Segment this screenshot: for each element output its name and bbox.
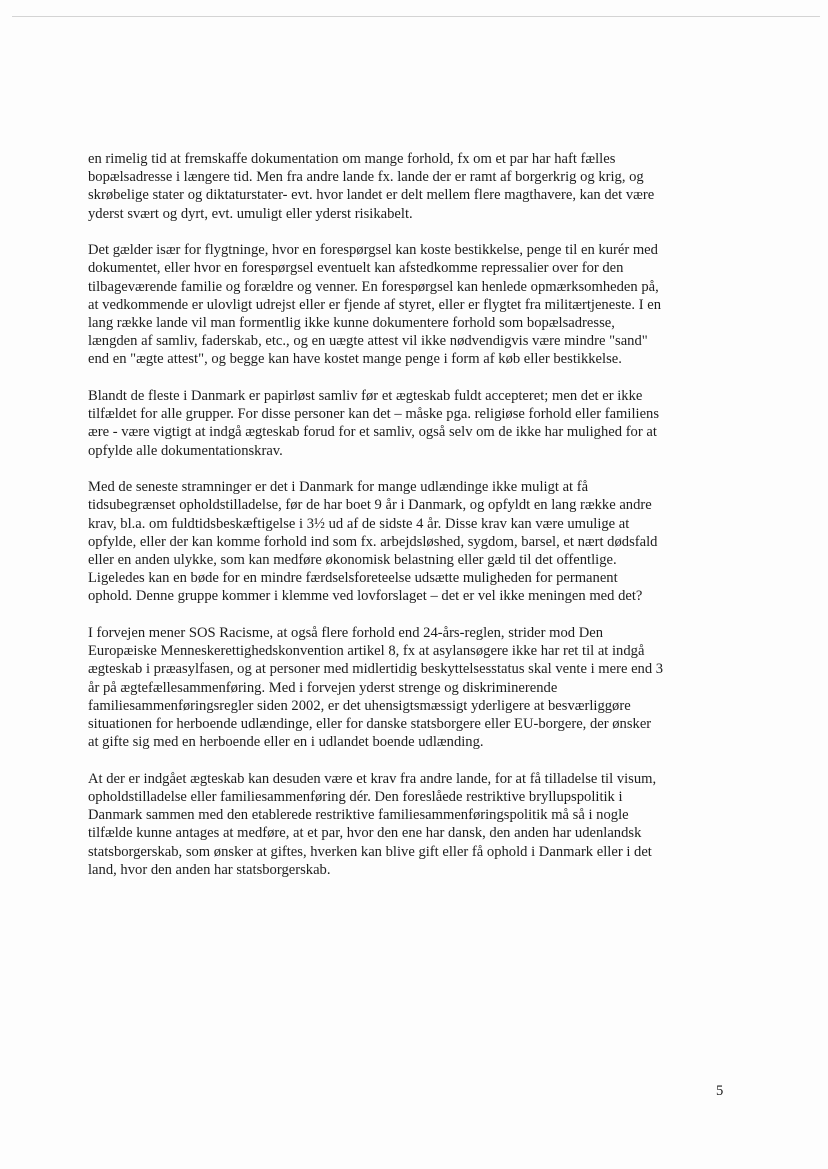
page-number: 5 xyxy=(716,1083,724,1099)
text-line: end en "ægte attest", og begge kan have kostet mange penge i form af køb eller bestikkelse. xyxy=(88,351,622,368)
text-line: situationen for herboende udlændinge, eller for danske statsborgere eller EU-borgere, der ønsker xyxy=(88,716,652,733)
text-line: længden af samliv, faderskab, etc., og en uægte attest vil ikke nødvendigvis være mindre "sand" xyxy=(88,333,648,350)
text-line: skrøbelige stater og diktaturstater- evt. hvor landet er delt mellem flere magthavere, kan det være xyxy=(88,187,655,204)
paragraph xyxy=(88,241,728,368)
paragraph xyxy=(88,387,728,460)
text-line: statsborgerskab, som ønsker at giftes, hverken kan blive gift eller få ophold i Danmark eller i det xyxy=(88,843,652,860)
text-line: Blandt de fleste i Danmark er papirløst samliv før et ægteskab fuldt accepteret; men det er ikke xyxy=(88,388,643,405)
text-line: lang række lande vil man formentlig ikke kunne dokumentere forhold som bopælsadresse, xyxy=(88,315,615,332)
text-line: At der er indgået ægteskab kan desuden være et krav fra andre lande, for at få tilladelse til visum, xyxy=(88,770,657,787)
text-line: land, hvor den anden har statsborgerskab. xyxy=(88,861,331,878)
text-line: Med de seneste stramninger er det i Danmark for mange udlændinge ikke muligt at få xyxy=(88,479,589,496)
paragraph xyxy=(88,478,728,605)
text-line: at vedkommende er ulovligt udrejst eller er fjende af styret, eller er flygtet fra militærtjeneste. I en xyxy=(88,296,661,313)
text-line: en rimelig tid at fremskaffe dokumentation om mange forhold, fx om et par har haft fælles xyxy=(88,151,616,167)
text-line: tilfælde kunne antages at medføre, at et par, hvor den ene har dansk, den anden har udenlandsk xyxy=(88,825,642,842)
text-line: eller en anden ulykke, som kan medføre økonomisk belastning eller gæld til det offentlige. xyxy=(88,552,617,569)
text-line: bopælsadresse i længere tid. Men fra andre lande fx. lande der er ramt af borgerkrig og krig, og xyxy=(88,169,644,186)
text-line: I forvejen mener SOS Racisme, at også flere forhold end 24-års-reglen, strider mod Den xyxy=(88,625,604,642)
text-line: tidsubegrænset opholdstilladelse, før de har boet 9 år i Danmark, og opfyldt en lang række andre xyxy=(88,497,652,514)
text-line: ære - være vigtigt at indgå ægteskab forud for et samliv, også selv om de ikke har mulighed for at xyxy=(88,424,657,441)
text-line: opfylde alle dokumentationskrav. xyxy=(88,442,283,459)
paragraph xyxy=(88,150,728,223)
text-line: tilfældet for alle grupper. For disse personer kan det – måske pga. religiøse forhold eller familiens xyxy=(88,406,660,423)
text-line: Europæiske Menneskerettighedskonvention artikel 8, fx at asylansøgere ikke har ret til at indgå xyxy=(88,643,645,660)
page-top-rule xyxy=(12,16,820,17)
text-line: dokumentet, eller hvor en forespørgsel eventuelt kan afstedkomme repressalier over for den xyxy=(88,260,624,277)
text-line: ophold. Denne gruppe kommer i klemme ved lovforslaget – det er vel ikke meningen med det? xyxy=(88,588,643,605)
text-line: krav, bl.a. om fuldtidsbeskæftigelse i 3½ ud af de sidste 4 år. Disse krav kan være umulige at xyxy=(88,515,630,532)
text-line: ægteskab i præasylfasen, og at personer med midlertidig beskyttelsesstatus skal vente i mere end 3 xyxy=(88,661,664,678)
text-line: år på ægtefællesammenføring. Med i forvejen yderst strenge og diskriminerende xyxy=(88,679,558,696)
paragraph xyxy=(88,770,728,879)
text-line: familiesammenføringsregler siden 2002, er det uhensigtsmæssigt yderligere at besværliggøre xyxy=(88,697,631,714)
text-line: opfylde, eller der kan komme forhold ind som fx. arbejdsløshed, sygdom, barsel, et nært dødsfald xyxy=(88,533,658,550)
text-line: opholdstilladelse eller familiesammenføring dér. Den foreslåede restriktive bryllupspolitik i xyxy=(88,789,623,806)
text-line: tilbageværende familie og forældre og venner. En forespørgsel kan henlede opmærksomheden på, xyxy=(88,278,659,295)
text-line: Det gælder især for flygtninge, hvor en forespørgsel kan koste bestikkelse, penge til en kurér med xyxy=(88,242,658,259)
text-line: Ligeledes kan en bøde for en mindre færdselsforeteelse udsætte muligheden for permanent xyxy=(88,570,618,587)
text-line: at gifte sig med en herboende eller en i udlandet boende udlænding. xyxy=(88,734,484,751)
paragraph xyxy=(88,624,728,751)
body-text xyxy=(88,150,728,897)
text-line: yderst svært og dyrt, evt. umuligt eller yderst risikabelt. xyxy=(88,205,413,222)
text-line: Danmark sammen med den etablerede restriktive familiesammenføringspolitik må så i nogle xyxy=(88,807,629,824)
